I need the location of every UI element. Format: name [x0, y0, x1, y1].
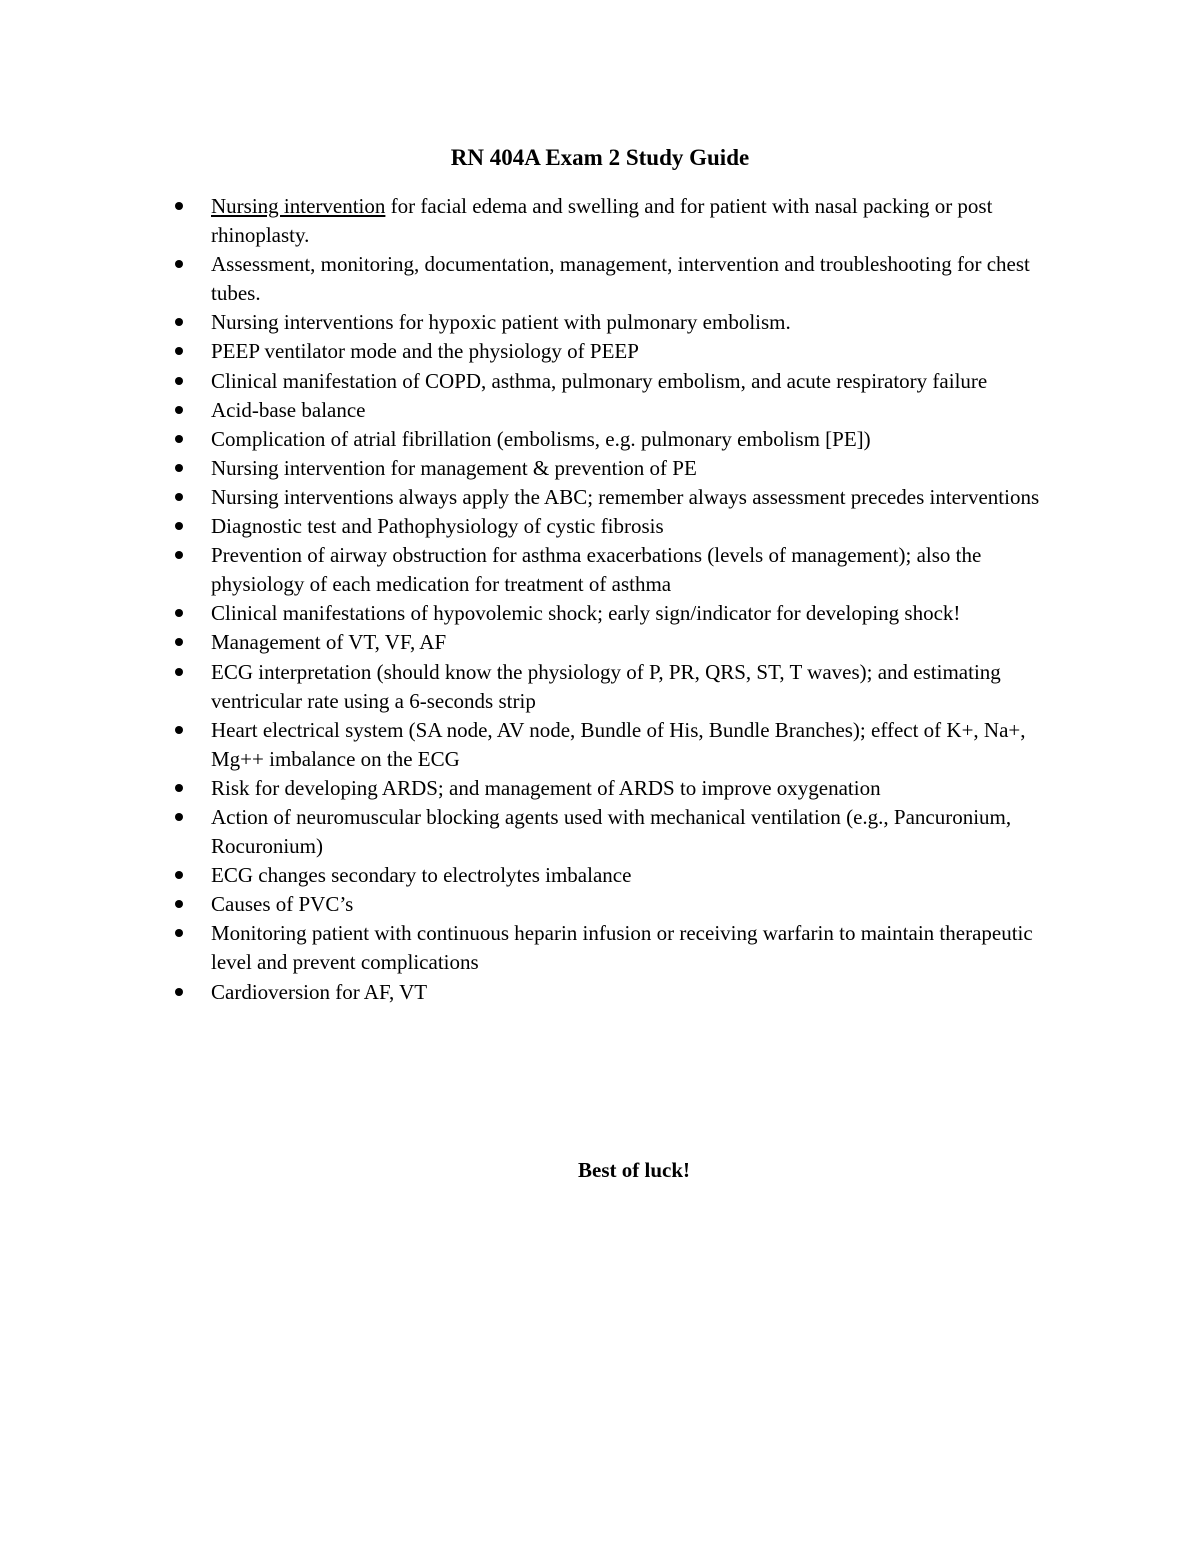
bullet-icon — [175, 493, 183, 501]
item-text: Action of neuromuscular blocking agents used with mechanical ventilation (e.g., Pancuronium, Rocuronium) — [211, 804, 1012, 859]
bullet-icon — [175, 202, 183, 210]
bullet-icon — [175, 260, 183, 268]
study-topic-item — [172, 337, 1072, 366]
bullet-icon — [175, 551, 183, 559]
bullet-icon — [175, 609, 183, 617]
study-topic-item — [172, 454, 1072, 483]
item-text: Causes of PVC’s — [211, 892, 354, 917]
bullet-icon — [175, 988, 183, 996]
closing-text: Best of luck! — [578, 1158, 690, 1182]
bullet-icon — [175, 813, 183, 821]
bullet-icon — [175, 668, 183, 676]
item-text: Cardioversion for AF, VT — [211, 979, 428, 1004]
bullet-icon — [175, 726, 183, 734]
study-topic-item — [172, 919, 1072, 977]
item-text: Diagnostic test and Pathophysiology of cystic fibrosis — [211, 514, 664, 539]
bullet-icon — [175, 929, 183, 937]
study-topic-item — [172, 658, 1072, 716]
study-topic-item — [172, 367, 1072, 396]
item-text: Management of VT, VF, AF — [211, 630, 447, 655]
item-text: Clinical manifestations of hypovolemic shock; early sign/indicator for developing shock! — [211, 601, 961, 626]
study-topic-item — [172, 192, 1072, 250]
study-topic-item — [172, 861, 1072, 890]
item-text: Assessment, monitoring, documentation, management, intervention and troubleshooting for chest tubes. — [211, 252, 1030, 306]
bullet-icon — [175, 435, 183, 443]
item-text: Complication of atrial fibrillation (embolisms, e.g. pulmonary embolism [PE]) — [211, 426, 871, 451]
study-topic-item — [172, 890, 1072, 919]
study-topic-item — [172, 308, 1072, 337]
study-topic-item — [172, 716, 1072, 774]
bullet-icon — [175, 900, 183, 908]
study-topic-item — [172, 483, 1072, 512]
study-topic-item — [172, 803, 1072, 861]
study-topic-item — [172, 250, 1072, 308]
study-topic-item — [172, 541, 1072, 599]
study-topic-item — [172, 978, 1072, 1007]
item-text: Acid-base balance — [211, 397, 366, 422]
document-title: RN 404A Exam 2 Study Guide — [450, 145, 750, 170]
study-topic-item — [172, 628, 1072, 657]
item-text: Nursing intervention for management & prevention of PE — [211, 455, 697, 480]
item-text: Nursing interventions always apply the ABC; remember always assessment precedes interventions — [211, 484, 1040, 509]
bullet-icon — [175, 377, 183, 385]
item-text: for facial edema and swelling and for patient with nasal packing or post rhinoplasty. — [211, 194, 993, 248]
item-text: Nursing interventions for hypoxic patient with pulmonary embolism. — [211, 310, 791, 335]
item-text: Clinical manifestation of COPD, asthma, pulmonary embolism, and acute respiratory failure — [211, 368, 988, 393]
bullet-icon — [175, 522, 183, 530]
study-topic-item — [172, 425, 1072, 454]
study-topic-item — [172, 512, 1072, 541]
bullet-icon — [175, 464, 183, 472]
item-text: ECG changes secondary to electrolytes imbalance — [211, 863, 632, 888]
study-topic-item — [172, 599, 1072, 628]
item-text: Heart electrical system (SA node, AV node, Bundle of His, Bundle Branches); effect of K+, Na+, Mg++ imbalance on the ECG — [211, 717, 1026, 771]
item-text: Monitoring patient with continuous heparin infusion or receiving warfarin to maintain therapeutic level and prevent complications — [211, 921, 1033, 975]
study-topic-item — [172, 774, 1072, 803]
bullet-icon — [175, 871, 183, 879]
study-topic-item — [172, 396, 1072, 425]
bullet-icon — [175, 784, 183, 792]
item-text: Risk for developing ARDS; and management of ARDS to improve oxygenation — [211, 775, 881, 800]
bullet-icon — [175, 318, 183, 326]
item-text: Prevention of airway obstruction for asthma exacerbations (levels of management); also the physiology of each medication for treatment of asthma — [211, 543, 982, 597]
item-text: ECG interpretation (should know the physiology of P, PR, QRS, ST, T waves); and estimating ventricular rate using a 6-seconds strip — [211, 659, 1001, 713]
bullet-icon — [175, 638, 183, 646]
bullet-icon — [175, 347, 183, 355]
bullet-icon — [175, 406, 183, 414]
item-text: PEEP ventilator mode and the physiology of PEEP — [211, 339, 639, 364]
study-topic-list — [172, 192, 1072, 1007]
item-underlined-lead: Nursing intervention — [211, 194, 386, 218]
